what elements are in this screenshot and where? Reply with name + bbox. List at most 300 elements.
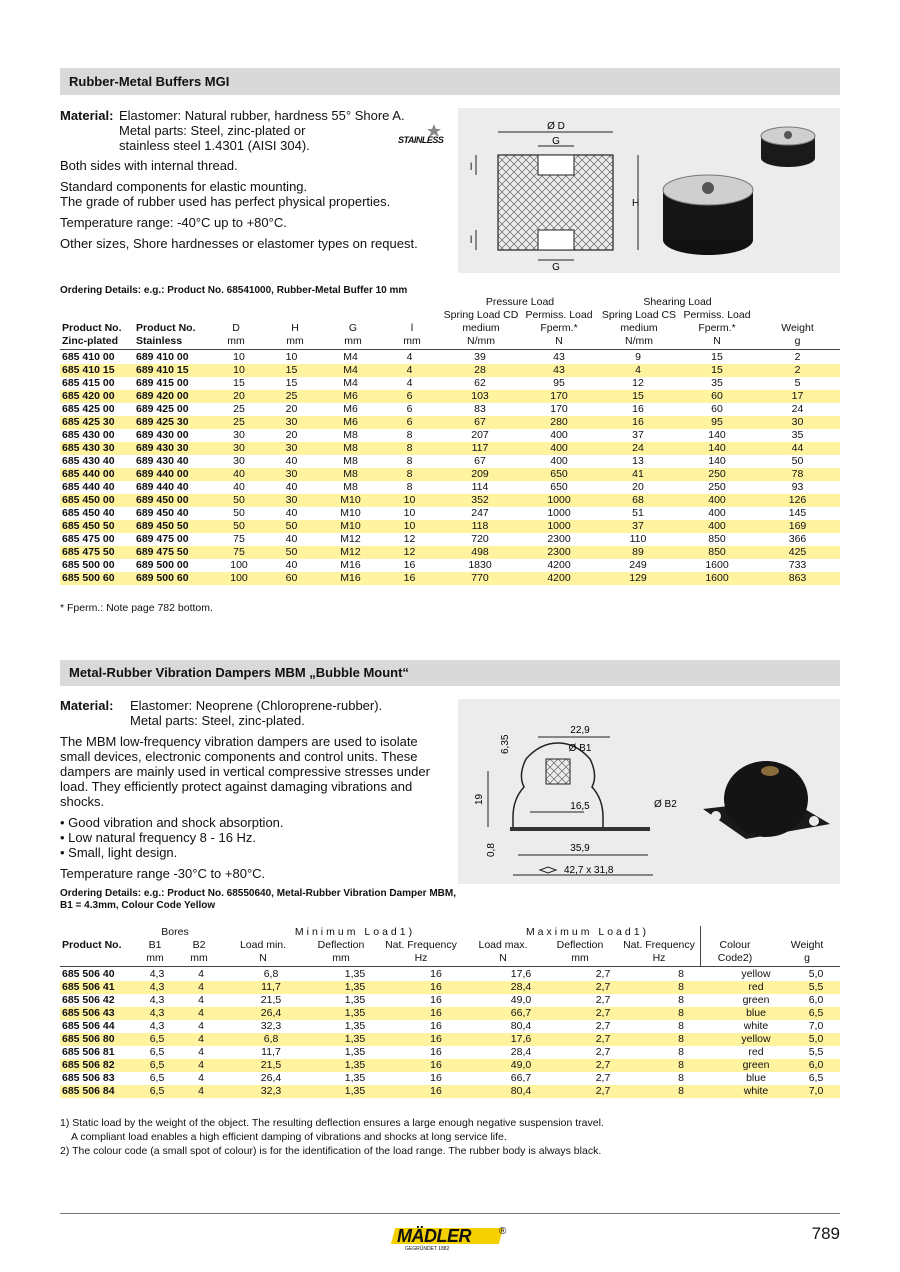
- material-line: Metal parts: Steel, zinc-plated.: [130, 713, 305, 728]
- header-d: D mm: [227, 322, 245, 347]
- table-cell: 67: [439, 416, 521, 429]
- table-cell: 2,7: [595, 994, 611, 1006]
- table-cell: 8: [406, 455, 413, 467]
- table-cell: M12: [321, 546, 380, 559]
- table-cell: 1000: [547, 507, 571, 519]
- table-cell: M4: [321, 364, 380, 377]
- header-deflection-min: Deflection mm: [317, 939, 365, 964]
- table-cell: 10: [380, 494, 439, 507]
- table-cell: 5,0: [792, 1033, 840, 1046]
- table-cell: 6: [380, 416, 439, 429]
- mgi-image-panel: [458, 108, 840, 273]
- table-cell: white: [743, 1020, 769, 1032]
- table-cell: 117: [439, 442, 521, 455]
- table-cell: 89: [597, 546, 679, 559]
- table-cell: M8: [343, 455, 358, 467]
- table-cell: 43: [521, 364, 597, 377]
- table-cell: 689 500 00: [136, 559, 189, 571]
- table-cell: 20: [285, 403, 298, 415]
- table-cell: 1,35: [316, 981, 394, 994]
- table-cell: 1,35: [344, 994, 366, 1006]
- table-cell: 30: [262, 494, 321, 507]
- table-cell: 4: [198, 1072, 204, 1084]
- table-cell: 37: [597, 520, 679, 533]
- temperature-range: Temperature range -30°C to +80°C.: [60, 866, 266, 881]
- table-cell: blue: [720, 1007, 792, 1020]
- table-cell: 685 430 00: [62, 429, 115, 441]
- table-cell: 16: [430, 968, 442, 980]
- table-cell: 8: [678, 1046, 684, 1058]
- svg-text:0,8: 0,8: [486, 843, 497, 857]
- table-cell: 37: [632, 429, 644, 441]
- paragraph: The grade of rubber used has perfect physical properties.: [60, 194, 391, 209]
- table-cell: 247: [471, 507, 489, 519]
- table-cell: 685 420 00: [60, 390, 134, 403]
- table-row: [60, 968, 840, 981]
- table-cell: 850: [679, 546, 755, 559]
- table-cell: 28,4: [478, 981, 564, 994]
- table-cell: M16: [340, 559, 361, 571]
- table-cell: 6,5: [138, 1085, 176, 1098]
- table-cell: 2,7: [595, 1020, 611, 1032]
- table-cell: 51: [632, 507, 644, 519]
- table-cell: 400: [550, 455, 568, 467]
- table-cell: 2,7: [595, 1046, 611, 1058]
- table-cell: 26,4: [260, 1072, 282, 1084]
- table-cell: 6,5: [149, 1046, 165, 1058]
- table-cell: 16: [380, 572, 439, 585]
- table-cell: white: [720, 1085, 792, 1098]
- table-cell: 425: [755, 546, 840, 559]
- table-cell: 720: [471, 533, 489, 545]
- table-cell: 770: [439, 572, 521, 585]
- table-row: [60, 1033, 840, 1046]
- table-cell: 129: [597, 572, 679, 585]
- table-cell: 170: [550, 403, 568, 415]
- header-load-min: Load min. N: [239, 939, 287, 964]
- table-cell: 8: [642, 1085, 720, 1098]
- table-cell: 7,0: [808, 1020, 824, 1032]
- material-line: stainless steel 1.4301 (AISI 304).: [119, 138, 310, 153]
- table-row: [60, 468, 840, 481]
- table-cell: yellow: [720, 1033, 792, 1046]
- table-cell: blue: [746, 1072, 766, 1084]
- table-cell: 8: [406, 429, 413, 441]
- table-cell: 4: [176, 1033, 226, 1046]
- paragraph: Temperature range: -40°C up to +80°C.: [60, 215, 287, 230]
- table-cell: 400: [550, 429, 568, 441]
- table-cell: 30: [262, 416, 321, 429]
- table-cell: M4: [343, 351, 358, 363]
- page-number: 789: [811, 1224, 840, 1243]
- table-cell: 6,8: [226, 1033, 316, 1046]
- table-cell: 95: [679, 416, 755, 429]
- table-cell: 685 506 41: [60, 981, 138, 994]
- table-cell: 689 425 30: [134, 416, 216, 429]
- table-cell: 689 440 00: [134, 468, 216, 481]
- table-cell: 250: [679, 468, 755, 481]
- madler-logo: MÄDLER GEGRÜNDET 1882 ®: [393, 1222, 508, 1250]
- table-row: [60, 416, 840, 429]
- table-cell: 10: [403, 507, 416, 519]
- table-cell: 4: [176, 1007, 226, 1020]
- table-cell: 25: [233, 403, 245, 415]
- table-cell: 2,7: [564, 1007, 642, 1020]
- table-cell: 140: [708, 429, 726, 441]
- table-cell: 685 450 00: [60, 494, 134, 507]
- material-line: Elastomer: Natural rubber, hardness 55° Shore A.: [119, 108, 405, 123]
- table-cell: 6: [380, 390, 439, 403]
- header-product-zinc: Product No. Zinc-plated: [62, 322, 122, 347]
- table-cell: 93: [791, 481, 804, 493]
- table-cell: 2300: [547, 533, 571, 545]
- table-cell: 60: [711, 403, 723, 415]
- table-cell: 1000: [521, 494, 597, 507]
- table-cell: 352: [439, 494, 521, 507]
- table-row: [60, 429, 840, 442]
- table-cell: 50: [262, 520, 321, 533]
- header-frequency-min: Nat. Frequency Hz: [385, 939, 457, 964]
- table-cell: 7,0: [792, 1085, 840, 1098]
- table-cell: M8: [343, 429, 358, 441]
- table-cell: 24: [597, 442, 679, 455]
- table-cell: 1,35: [316, 1007, 394, 1020]
- table-cell: 685 440 00: [60, 468, 134, 481]
- table-cell: 4200: [547, 559, 571, 571]
- table-cell: 850: [708, 533, 726, 545]
- ordering-details: Ordering Details: e.g.: Product No. 68541000, Rubber-Metal Buffer 10 mm: [60, 285, 408, 296]
- table-cell: 6,0: [792, 1059, 840, 1072]
- table-cell: 41: [597, 468, 679, 481]
- mgi-technical-drawing: [458, 108, 840, 273]
- table-cell: 16: [394, 1085, 478, 1098]
- table-cell: 40: [285, 507, 298, 519]
- header-b2: B2 mm: [190, 939, 208, 964]
- svg-text:Ø B2: Ø B2: [654, 799, 677, 810]
- table-cell: M4: [343, 377, 358, 389]
- table-cell: 110: [629, 533, 647, 545]
- material-line: Metal parts: Steel, zinc-plated or: [119, 123, 306, 138]
- table-row: [60, 455, 840, 468]
- table-cell: 8: [678, 994, 684, 1006]
- table-cell: 40: [285, 481, 298, 493]
- svg-text:Ø D: Ø D: [547, 121, 565, 132]
- table-cell: 30: [216, 442, 262, 455]
- table-row: [60, 1085, 840, 1098]
- table-cell: 40: [233, 481, 245, 493]
- table-row: [60, 1020, 840, 1033]
- table-cell: 8: [380, 468, 439, 481]
- table-cell: 118: [439, 520, 521, 533]
- table-row: [60, 494, 840, 507]
- header-h: H mm: [286, 322, 304, 347]
- mbm-table: [60, 968, 840, 1098]
- table-cell: 685 450 40: [62, 507, 115, 519]
- table-cell: 16: [394, 1059, 478, 1072]
- mbm-technical-drawing: [458, 699, 840, 884]
- table-cell: 15: [679, 364, 755, 377]
- table-cell: 209: [439, 468, 521, 481]
- table-cell: 100: [230, 559, 248, 571]
- table-cell: 49,0: [510, 994, 532, 1006]
- table-cell: 685 440 40: [62, 481, 115, 493]
- mbm-image-panel: [458, 699, 840, 884]
- table-row: [60, 1007, 840, 1020]
- header-spring-cs: Spring Load CS medium N/mm: [601, 309, 677, 347]
- table-cell: 6,5: [808, 1072, 824, 1084]
- mgi-table: [60, 351, 840, 585]
- svg-text:H: H: [632, 198, 640, 209]
- table-row: [60, 403, 840, 416]
- table-cell: 25: [216, 416, 262, 429]
- table-cell: 60: [262, 572, 321, 585]
- table-row: [60, 481, 840, 494]
- table-cell: 1000: [521, 520, 597, 533]
- table-cell: 35: [711, 377, 723, 389]
- table-cell: 6,0: [808, 994, 824, 1006]
- material-line: Elastomer: Neoprene (Chloroprene-rubber).: [130, 698, 383, 713]
- table-cell: 8: [642, 1059, 720, 1072]
- table-cell: 400: [679, 520, 755, 533]
- footnote-fperm: * Fperm.: Note page 782 bottom.: [60, 602, 213, 614]
- table-cell: 43: [553, 351, 565, 363]
- table-cell: 685 450 50: [60, 520, 134, 533]
- table-cell: 685 425 00: [62, 403, 115, 415]
- table-cell: 685 475 50: [60, 546, 134, 559]
- table-cell: 44: [755, 442, 840, 455]
- table-cell: 650: [550, 481, 568, 493]
- header-product: Product No.: [62, 939, 122, 951]
- table-cell: 685 500 60: [60, 572, 134, 585]
- table-cell: 685 430 40: [62, 455, 115, 467]
- table-cell: 16: [394, 981, 478, 994]
- table-cell: 249: [629, 559, 647, 571]
- table-cell: 4: [380, 364, 439, 377]
- table-cell: 15: [285, 377, 298, 389]
- header-group-pressure: Pressure Load: [485, 296, 555, 308]
- table-cell: 6,5: [138, 1059, 176, 1072]
- table-cell: 4,3: [138, 1007, 176, 1020]
- table-cell: 685 506 42: [62, 994, 115, 1006]
- table-cell: 11,7: [261, 1046, 281, 1058]
- table-cell: 12: [403, 533, 416, 545]
- header-colour-code: Colour Code2): [717, 939, 753, 964]
- table-cell: 4,3: [138, 981, 176, 994]
- table-cell: 1,35: [344, 1020, 366, 1032]
- table-cell: 207: [471, 429, 489, 441]
- table-cell: 250: [708, 481, 726, 493]
- table-cell: 689 410 00: [136, 351, 189, 363]
- table-cell: 10: [233, 351, 245, 363]
- table-cell: green: [742, 994, 770, 1006]
- table-cell: 32,3: [260, 1020, 282, 1032]
- table-row: [60, 994, 840, 1007]
- table-row: [60, 351, 840, 364]
- table-cell: 6: [406, 403, 413, 415]
- table-cell: 13: [632, 455, 644, 467]
- table-row: [60, 1059, 840, 1072]
- table-cell: M10: [321, 520, 380, 533]
- table-cell: M8: [321, 468, 380, 481]
- table-cell: green: [720, 1059, 792, 1072]
- table-cell: 16: [430, 994, 442, 1006]
- svg-text:Ø B1: Ø B1: [568, 743, 592, 754]
- table-cell: 685 415 00: [62, 377, 115, 389]
- table-cell: 80,4: [478, 1085, 564, 1098]
- header-g: G mm: [344, 322, 362, 347]
- table-cell: 685 506 44: [62, 1020, 115, 1032]
- table-cell: 35: [791, 429, 804, 441]
- table-cell: 4: [597, 364, 679, 377]
- table-cell: 685 506 40: [62, 968, 115, 980]
- table-cell: 140: [679, 442, 755, 455]
- header-bores: Bores: [161, 926, 189, 938]
- svg-text:l: l: [470, 162, 473, 173]
- table-cell: 4: [198, 1020, 204, 1032]
- table-cell: 280: [521, 416, 597, 429]
- table-cell: 4,3: [149, 994, 165, 1006]
- svg-text:35,9: 35,9: [570, 843, 590, 854]
- table-cell: 6,5: [138, 1033, 176, 1046]
- header-min-load: Minimum Load1): [294, 926, 416, 938]
- table-cell: M8: [321, 442, 380, 455]
- table-row: [60, 390, 840, 403]
- table-cell: 1600: [705, 559, 729, 571]
- table-cell: 66,7: [478, 1007, 564, 1020]
- table-cell: 863: [755, 572, 840, 585]
- material-label: Material:: [60, 108, 114, 123]
- table-cell: 30: [233, 429, 245, 441]
- table-cell: 17: [755, 390, 840, 403]
- table-cell: 689 475 00: [136, 533, 189, 545]
- footnote-2: 2) The colour code (a small spot of colour) is for the identification of the load range. The rubber body is always black.: [60, 1145, 602, 1157]
- table-row: [60, 1046, 840, 1059]
- table-cell: 4,3: [149, 968, 165, 980]
- table-cell: 4: [198, 968, 204, 980]
- table-cell: 689 440 40: [136, 481, 189, 493]
- table-cell: 40: [285, 455, 298, 467]
- table-cell: 16: [430, 1046, 442, 1058]
- table-cell: 1,35: [316, 1033, 394, 1046]
- table-cell: red: [720, 981, 792, 994]
- section-title-mgi: Rubber-Metal Buffers MGI: [60, 68, 840, 95]
- table-row: [60, 442, 840, 455]
- table-cell: 685 410 15: [60, 364, 134, 377]
- table-cell: 400: [521, 442, 597, 455]
- table-cell: 685 425 30: [60, 416, 134, 429]
- table-cell: 16: [430, 1020, 442, 1032]
- table-cell: 1830: [468, 559, 492, 571]
- svg-text:22,9: 22,9: [570, 725, 590, 736]
- header-max-load: Maximum Load1): [525, 926, 650, 938]
- bullet-item: • Low natural frequency 8 - 16 Hz.: [60, 830, 257, 845]
- table-cell: 10: [380, 520, 439, 533]
- table-cell: 100: [216, 572, 262, 585]
- table-cell: 16: [403, 559, 416, 571]
- description-line: The MBM low-frequency vibration dampers are used to isolate: [60, 734, 418, 749]
- table-cell: 140: [708, 455, 726, 467]
- table-cell: 689 430 00: [136, 429, 189, 441]
- table-cell: 39: [474, 351, 486, 363]
- table-cell: 685 506 82: [60, 1059, 138, 1072]
- table-cell: 6,5: [149, 1072, 165, 1084]
- table-cell: 30: [233, 455, 245, 467]
- svg-text:6,35: 6,35: [500, 734, 511, 754]
- table-cell: 4: [198, 994, 204, 1006]
- table-divider: [60, 349, 840, 350]
- table-cell: 17,6: [510, 968, 532, 980]
- table-cell: M6: [321, 416, 380, 429]
- header-perm-p: Permiss. Load Fperm.* N: [525, 309, 593, 347]
- table-cell: 689 450 40: [136, 507, 189, 519]
- header-perm-s: Permiss. Load Fperm.* N: [683, 309, 751, 347]
- table-cell: 2,7: [595, 1072, 611, 1084]
- table-cell: 5: [794, 377, 801, 389]
- table-cell: 21,5: [226, 1059, 316, 1072]
- table-cell: 4,3: [149, 1020, 165, 1032]
- table-cell: 10: [216, 364, 262, 377]
- table-cell: 4: [198, 1046, 204, 1058]
- table-cell: 83: [474, 403, 486, 415]
- table-cell: M6: [321, 390, 380, 403]
- header-frequency-max: Nat. Frequency Hz: [623, 939, 695, 964]
- table-cell: 20: [285, 429, 298, 441]
- table-cell: 5,5: [792, 981, 840, 994]
- table-cell: 1600: [679, 572, 755, 585]
- table-row: [60, 572, 840, 585]
- table-cell: 5,5: [808, 1046, 824, 1058]
- table-cell: 16: [394, 1033, 478, 1046]
- table-cell: 366: [788, 533, 807, 545]
- table-cell: 4: [176, 1059, 226, 1072]
- table-cell: 8: [678, 1020, 684, 1032]
- header-b1: B1 mm: [146, 939, 164, 964]
- table-cell: 400: [679, 494, 755, 507]
- table-cell: 50: [791, 455, 804, 467]
- svg-text:l: l: [470, 235, 473, 246]
- ordering-details-mbm: Ordering Details: e.g.: Product No. 68550640, Metal-Rubber Vibration Damper MBM, B1 = 4.3mm, Colour Code Yellow: [60, 888, 457, 911]
- table-cell: M10: [340, 507, 361, 519]
- header-l: l mm: [403, 322, 421, 347]
- table-cell: 28: [439, 364, 521, 377]
- table-cell: 50: [262, 546, 321, 559]
- header-deflection-max: Deflection mm: [556, 939, 604, 964]
- table-cell: 15: [711, 351, 723, 363]
- table-cell: 25: [262, 390, 321, 403]
- table-cell: M16: [321, 572, 380, 585]
- table-cell: 15: [262, 364, 321, 377]
- table-cell: 126: [755, 494, 840, 507]
- table-cell: 21,5: [260, 994, 282, 1006]
- description-line: shocks.: [60, 794, 105, 809]
- table-cell: 689 430 30: [134, 442, 216, 455]
- table-cell: 2,7: [564, 981, 642, 994]
- table-cell: 685 500 00: [62, 559, 115, 571]
- table-cell: 10: [285, 351, 298, 363]
- footnote-1-cont: A compliant load enables a high efficient damping of vibrations and shocks at long service life.: [71, 1131, 507, 1143]
- table-cell: 8: [678, 968, 684, 980]
- stainless-badge: STAINLESS: [398, 123, 448, 151]
- table-cell: 68: [597, 494, 679, 507]
- table-cell: 689 425 00: [136, 403, 189, 415]
- table-cell: 8: [642, 1033, 720, 1046]
- table-row: [60, 364, 840, 377]
- table-cell: 8: [642, 981, 720, 994]
- table-cell: 685 410 00: [62, 351, 115, 363]
- table-cell: 2,7: [564, 1059, 642, 1072]
- table-cell: 50: [216, 494, 262, 507]
- footer-rule: [60, 1213, 840, 1214]
